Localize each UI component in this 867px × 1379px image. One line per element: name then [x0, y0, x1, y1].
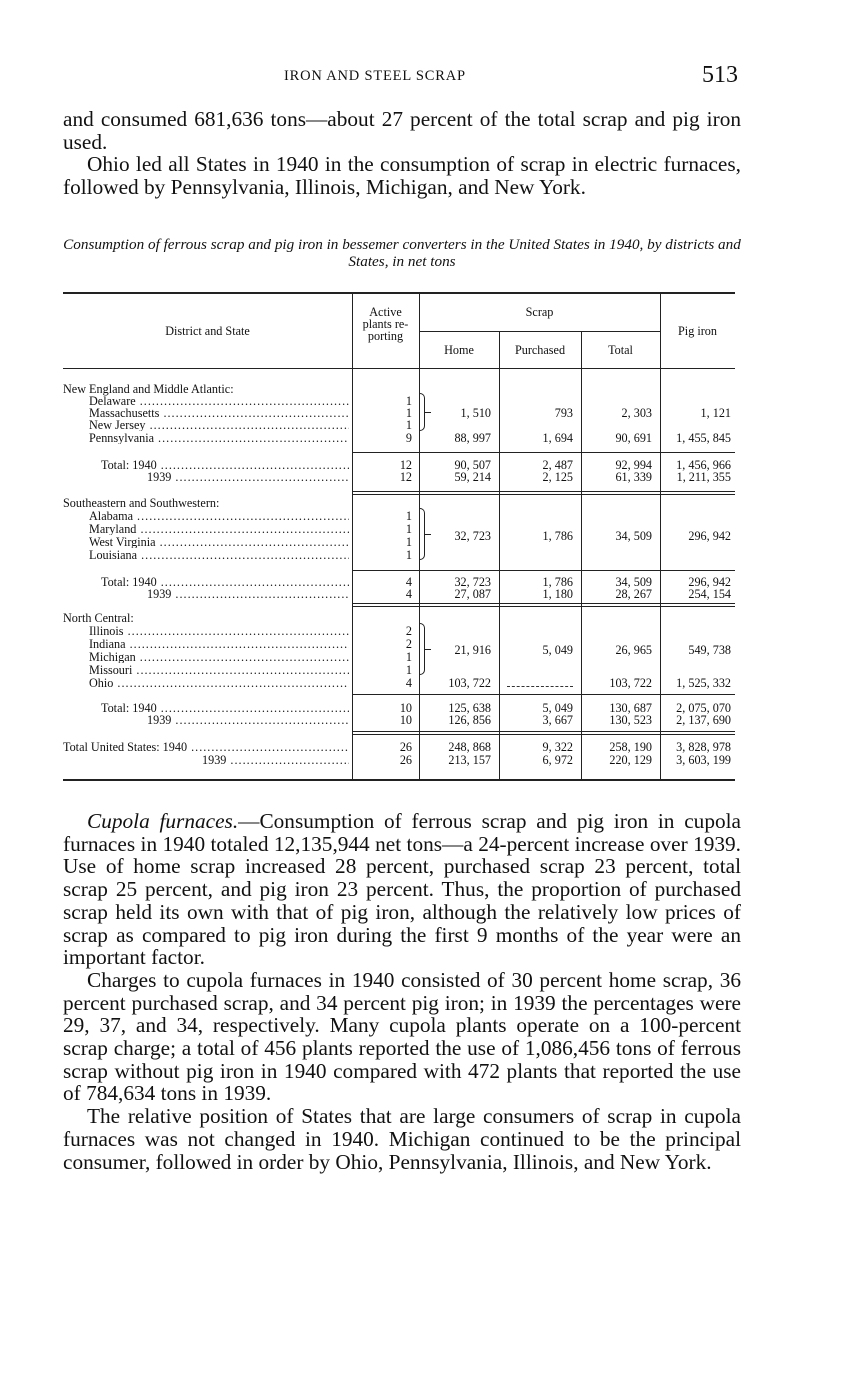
plants-value: 1: [405, 548, 412, 562]
purchased-value: 2, 125: [542, 470, 573, 484]
plants-value: 1: [405, 663, 412, 677]
state-name: Illinois .....: [89, 625, 349, 637]
total-value: 28, 267: [615, 587, 652, 601]
pig-iron-value: 2, 137, 690: [676, 713, 731, 727]
state-name: Massachusetts .....: [89, 407, 349, 419]
home-value: 1, 510: [460, 406, 491, 420]
pig-iron-value: 296, 942: [688, 529, 731, 543]
grand-total-label: Total United States: 1940 .....: [63, 741, 349, 753]
grand-total-label: 1939 .....: [202, 754, 349, 766]
pig-iron-value: 3, 828, 978: [676, 740, 731, 754]
state-name: New Jersey .....: [89, 419, 349, 431]
paragraph: and consumed 681,636 tons—about 27 percent of the total scrap and pig iron used.: [63, 107, 741, 154]
scrap-group-rule: [419, 331, 660, 332]
plants-value: 26: [399, 740, 412, 754]
home-value: 125, 638: [448, 701, 491, 715]
intro-text: [63, 108, 741, 199]
consumption-table: [63, 292, 735, 781]
subtotal-rule: [352, 570, 735, 571]
total-value: 34, 509: [615, 575, 652, 589]
state-name: Maryland .....: [89, 523, 349, 535]
pig-iron-value: 549, 738: [688, 643, 731, 657]
total-value: 220, 129: [609, 753, 652, 767]
purchased-dash-leader: [507, 686, 573, 687]
purchased-value: 1, 786: [542, 575, 573, 589]
pig-iron-value: 1, 455, 845: [676, 431, 731, 445]
purchased-value: 1, 694: [542, 431, 573, 445]
plants-value: 4: [405, 587, 412, 601]
purchased-value: 3, 667: [542, 713, 573, 727]
cupola-text: —Consumption of ferrous scrap and pig iron in cupola furnaces in 1940 totaled 12,135,944 net tons—a 24-percent increase over 1939. Use of home scrap increased 28 percent, purchased scrap 23 percent, total scrap 25 percent, and pig iron 23 percent. Thus, the proportion of purchased scrap held its own with that of pig iron, although the relatively low prices of scrap as compared to pig iron during the first 9 months of the year were an important factor.: [63, 809, 741, 970]
pig-iron-value: 254, 154: [688, 587, 731, 601]
purchased-value: 1, 180: [542, 587, 573, 601]
column-rule: [581, 331, 582, 779]
plants-value: 4: [405, 676, 412, 690]
total-value: 258, 190: [609, 740, 652, 754]
paragraph: The relative position of States that are large consumers of scrap in cupola furnaces was not changed in 1940. Michigan continued to be the principal consumer, followed in order by Ohio, Pennsylvania, Illinois, and New York.: [63, 1104, 741, 1174]
plants-value: 1: [405, 418, 412, 432]
plants-value: 12: [399, 470, 412, 484]
purchased-value: 5, 049: [542, 701, 573, 715]
plants-value: 10: [399, 701, 412, 715]
paragraph: Ohio led all States in 1940 in the consumption of scrap in electric furnaces, followed by Pennsylvania, Illinois, Michigan, and New York.: [63, 152, 741, 200]
state-name: Pennsylvania .....: [89, 432, 349, 444]
plants-value: 9: [405, 431, 412, 445]
total-label: 1939 .....: [147, 588, 349, 600]
subtotal-rule: [352, 491, 735, 492]
total-value: 26, 965: [615, 643, 652, 657]
plants-value: 1: [405, 406, 412, 420]
plants-value: 1: [405, 509, 412, 523]
pig-iron-value: 1, 121: [700, 406, 731, 420]
header-scrap: Scrap: [525, 305, 554, 319]
header-purchased: Purchased: [514, 343, 566, 357]
home-value: 88, 997: [454, 431, 491, 445]
page-number: 513: [702, 62, 738, 88]
total-label: Total: 1940 .....: [101, 702, 349, 714]
home-value: 103, 722: [448, 676, 491, 690]
pig-iron-value: 3, 603, 199: [676, 753, 731, 767]
running-title: IRON AND STEEL SCRAP: [284, 68, 466, 84]
plants-value: 26: [399, 753, 412, 767]
total-value: 130, 687: [609, 701, 652, 715]
pig-iron-value: 296, 942: [688, 575, 731, 589]
section-heading: North Central:: [63, 611, 134, 625]
total-value: 34, 509: [615, 529, 652, 543]
table-top-rule: [63, 292, 735, 294]
page-header: [0, 62, 867, 90]
plants-value: 2: [405, 637, 412, 651]
subtotal-rule: [352, 603, 735, 604]
home-value: 90, 507: [454, 458, 491, 472]
header-home: Home: [444, 343, 474, 357]
total-value: 130, 523: [609, 713, 652, 727]
plants-value: 2: [405, 624, 412, 638]
purchased-value: 5, 049: [542, 643, 573, 657]
subtotal-rule: [352, 694, 735, 695]
state-name: Ohio .....: [89, 677, 349, 689]
plants-value: 1: [405, 535, 412, 549]
state-name: Missouri .....: [89, 664, 349, 676]
plants-value: 12: [399, 458, 412, 472]
total-label: Total: 1940 .....: [101, 576, 349, 588]
home-value: 59, 214: [454, 470, 491, 484]
total-value: 61, 339: [615, 470, 652, 484]
plants-value: 1: [405, 650, 412, 664]
paragraph: Charges to cupola furnaces in 1940 consisted of 30 percent home scrap, 36 percent purchased scrap, and 34 percent pig iron; in 1939 the percentages were 29, 37, and 34, respectively. Many cupola plants operate on a 100-percent scrap charge; a total of 456 plants reported the use of 1,086,456 tons of ferrous scrap without pig iron in 1940 compared with 472 plants that reported the use of 784,634 tons in 1939.: [63, 967, 741, 1106]
plants-value: 1: [405, 394, 412, 408]
body-text: [63, 810, 741, 1173]
column-rule: [499, 331, 500, 779]
purchased-value: 9, 322: [542, 740, 573, 754]
section-heading: Southeastern and Southwestern:: [63, 496, 220, 510]
column-rule: [352, 292, 353, 779]
pig-iron-value: 1, 456, 966: [676, 458, 731, 472]
total-value: 103, 722: [609, 676, 652, 690]
table-title: Consumption of ferrous scrap and pig iron in bessemer converters in the United States in 1940, by districts and States, in net tons: [63, 236, 741, 270]
pig-iron-value: 1, 211, 355: [676, 470, 731, 484]
state-name: Alabama .....: [89, 510, 349, 522]
state-name: Louisiana .....: [89, 549, 349, 561]
state-name: West Virginia .....: [89, 536, 349, 548]
purchased-value: 793: [554, 406, 573, 420]
purchased-value: 6, 972: [542, 753, 573, 767]
subtotal-rule: [352, 606, 735, 607]
header-pig-iron: Pig iron: [678, 324, 717, 338]
state-name: Michigan .....: [89, 651, 349, 663]
home-value: 213, 157: [448, 753, 491, 767]
purchased-value: 2, 487: [542, 458, 573, 472]
subtotal-rule: [352, 452, 735, 453]
plants-value: 4: [405, 575, 412, 589]
total-value: 90, 691: [615, 431, 652, 445]
home-value: 32, 723: [454, 575, 491, 589]
home-value: 27, 087: [454, 587, 491, 601]
header-active-plants: Active plants re-porting: [362, 305, 409, 343]
pig-iron-value: 2, 075, 070: [676, 701, 731, 715]
column-rule: [660, 292, 661, 779]
total-label: Total: 1940 .....: [101, 459, 349, 471]
subtotal-rule: [352, 494, 735, 495]
plants-value: 10: [399, 713, 412, 727]
state-name: Delaware .....: [89, 395, 349, 407]
subtotal-rule: [352, 734, 735, 735]
state-name: Indiana .....: [89, 638, 349, 650]
cupola-heading: Cupola furnaces.: [87, 809, 239, 833]
home-value: 126, 856: [448, 713, 491, 727]
total-value: 92, 994: [615, 458, 652, 472]
total-label: 1939 .....: [147, 471, 349, 483]
pig-iron-value: 1, 525, 332: [676, 676, 731, 690]
home-value: 32, 723: [454, 529, 491, 543]
header-district: District and State: [165, 324, 250, 338]
section-heading: New England and Middle Atlantic:: [63, 382, 234, 396]
home-value: 21, 916: [454, 643, 491, 657]
total-value: 2, 303: [621, 406, 652, 420]
paragraph: [63, 810, 741, 969]
subtotal-rule: [352, 731, 735, 732]
header-total: Total: [608, 343, 633, 357]
purchased-value: 1, 786: [542, 529, 573, 543]
table-bottom-rule: [63, 779, 735, 781]
header-bottom-rule: [63, 368, 735, 369]
plants-value: 1: [405, 522, 412, 536]
total-label: 1939 .....: [147, 714, 349, 726]
home-value: 248, 868: [448, 740, 491, 754]
